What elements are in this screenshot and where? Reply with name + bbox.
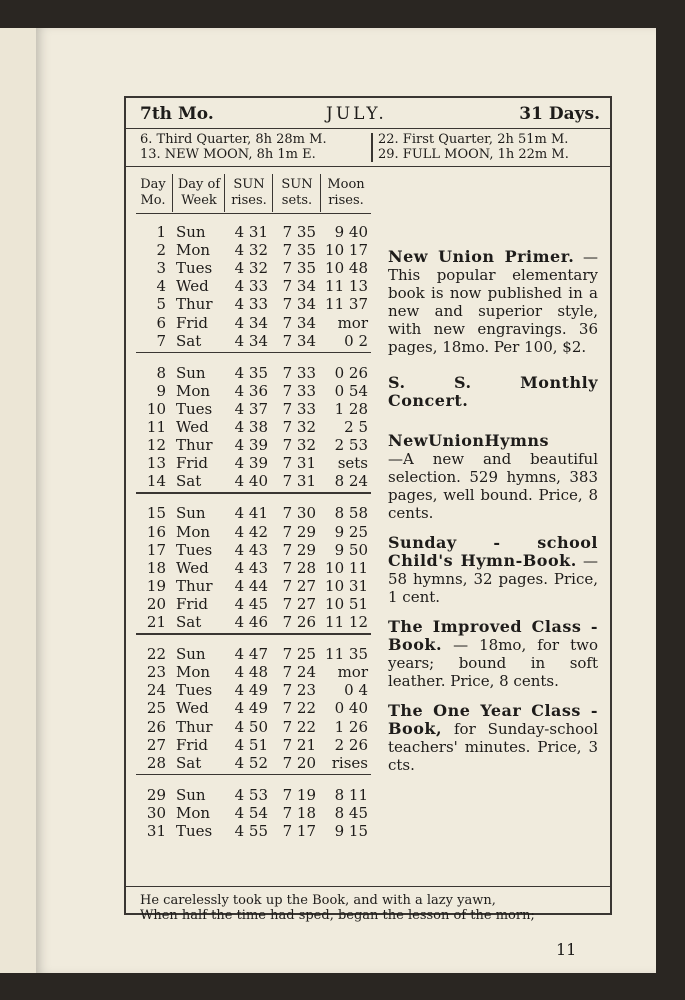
cell-sun-sets: 7 34 (282, 277, 316, 296)
cell-day-week: Tues (176, 822, 213, 840)
calendar-frame (124, 96, 612, 923)
cell-sun-rises: 4 31 (234, 223, 268, 241)
cell-day-week: Mon (176, 381, 211, 400)
table-row (136, 294, 371, 312)
cell-day-mo: 16 (146, 522, 166, 541)
cell-day-mo: 6 (156, 313, 166, 332)
table-row (136, 240, 371, 258)
table-row (136, 417, 371, 435)
cell-day-week: Frid (176, 594, 208, 613)
column-rule (320, 174, 321, 212)
cell-day-week: Sat (176, 331, 202, 350)
cell-sun-rises: 4 33 (234, 295, 268, 314)
cell-sun-sets: 7 23 (282, 681, 316, 700)
cell-sun-sets: 7 27 (282, 594, 316, 613)
cell-moon-rises: 2 53 (334, 436, 368, 455)
cell-moon-rises: 11 12 (325, 613, 368, 631)
ad-title: NewUnionHymns (388, 431, 550, 450)
table-row (136, 662, 371, 680)
table-row (136, 381, 371, 399)
phase-divider (371, 133, 373, 162)
phases-left (140, 132, 327, 162)
cell-moon-rises: 11 37 (325, 295, 368, 314)
cell-moon-rises: 8 24 (334, 472, 368, 491)
ad-one-year-class-book (388, 702, 598, 774)
cell-day-week: Sat (176, 753, 202, 772)
cell-day-week: Frid (176, 313, 208, 332)
cell-sun-sets: 7 31 (282, 454, 316, 473)
cell-day-week: Frid (176, 735, 208, 754)
cell-day-week: Sun (176, 645, 206, 664)
table-row (136, 522, 371, 540)
cell-moon-rises: 8 11 (334, 785, 368, 804)
sun-moon-table (136, 174, 371, 840)
cell-sun-sets: 7 20 (282, 753, 316, 772)
table-row (136, 680, 371, 698)
cell-day-mo: 18 (146, 558, 166, 577)
table-row (136, 558, 371, 576)
col-moon-rises: Moon rises. (327, 177, 365, 208)
almanac-page (36, 28, 656, 973)
cell-sun-rises: 4 41 (234, 504, 268, 523)
cell-day-mo: 12 (146, 436, 166, 455)
cell-sun-rises: 4 43 (234, 540, 268, 559)
cell-sun-rises: 4 32 (234, 259, 268, 278)
ad-title: New Union Primer. (388, 247, 575, 266)
table-row (136, 276, 371, 294)
cell-day-week: Sat (176, 472, 202, 491)
cell-sun-rises: 4 47 (234, 645, 268, 664)
cell-sun-sets: 7 26 (282, 613, 316, 631)
cell-moon-rises: mor (337, 313, 368, 332)
moon-phases (126, 129, 610, 167)
table-row (136, 222, 371, 240)
cell-sun-sets: 7 35 (282, 259, 316, 278)
cell-day-mo: 15 (146, 504, 166, 523)
cell-day-week: Sun (176, 223, 206, 241)
table-row (136, 363, 371, 381)
cell-moon-rises: 9 50 (334, 540, 368, 559)
cell-sun-sets: 7 35 (282, 223, 316, 241)
cell-day-mo: 17 (146, 540, 166, 559)
cell-day-mo: 31 (146, 822, 166, 840)
column-rule (172, 174, 173, 212)
ad-union-hymns (388, 432, 598, 522)
ad-title: S. S. Monthly Concert. (388, 373, 598, 410)
facing-page-edge (0, 28, 41, 973)
cell-sun-sets: 7 33 (282, 399, 316, 418)
cell-sun-rises: 4 37 (234, 399, 268, 418)
table-row (136, 594, 371, 612)
cell-day-mo: 7 (156, 331, 166, 350)
verse-line: When half the time had sped, began the lesson of the morn; (140, 908, 535, 923)
cell-day-mo: 19 (146, 576, 166, 595)
cell-day-mo: 9 (156, 381, 166, 400)
week-separator (136, 352, 371, 354)
month-header (126, 98, 610, 129)
cell-sun-sets: 7 29 (282, 522, 316, 541)
cell-sun-rises: 4 53 (234, 785, 268, 804)
table-row (136, 435, 371, 453)
cell-sun-rises: 4 38 (234, 418, 268, 436)
cell-sun-sets: 7 28 (282, 558, 316, 577)
cell-sun-sets: 7 35 (282, 241, 316, 260)
cell-moon-rises: sets (337, 454, 368, 473)
cell-moon-rises: 8 58 (334, 504, 368, 523)
verse-line: He carelessly took up the Book, and with a lazy yawn, (140, 893, 496, 908)
cell-sun-rises: 4 42 (234, 522, 268, 541)
table-row (136, 258, 371, 276)
page-number: 11 (556, 940, 577, 959)
phase-text: 29. FULL MOON, 1h 22m M. (378, 147, 569, 162)
cell-sun-sets: 7 31 (282, 472, 316, 491)
cell-sun-sets: 7 32 (282, 418, 316, 436)
cell-day-week: Frid (176, 454, 208, 473)
cell-sun-rises: 4 46 (234, 613, 268, 631)
cell-day-mo: 4 (156, 277, 166, 296)
cell-sun-sets: 7 33 (282, 363, 316, 382)
cell-moon-rises: 10 48 (325, 259, 368, 278)
table-row (136, 698, 371, 716)
col-day-mo: Day Mo. (140, 177, 166, 208)
cell-sun-rises: 4 55 (234, 822, 268, 840)
cell-sun-rises: 4 43 (234, 558, 268, 577)
table-row (136, 331, 371, 349)
cell-sun-sets: 7 34 (282, 313, 316, 332)
cell-day-week: Mon (176, 522, 211, 541)
cell-day-week: Thur (176, 717, 213, 736)
month-number: 7th Mo. (140, 104, 214, 124)
cell-day-mo: 10 (146, 399, 166, 418)
cell-moon-rises: 9 15 (334, 822, 368, 840)
cell-day-week: Wed (176, 418, 209, 436)
cell-sun-sets: 7 17 (282, 822, 316, 840)
cell-day-mo: 11 (146, 418, 166, 436)
cell-moon-rises: 2 26 (334, 735, 368, 754)
table-row (136, 821, 371, 839)
cell-moon-rises: 10 51 (325, 594, 368, 613)
ad-title: The Improved Class - Book. (388, 617, 598, 654)
cell-sun-sets: 7 29 (282, 540, 316, 559)
cell-moon-rises: 10 17 (325, 241, 368, 260)
cell-day-week: Thur (176, 576, 213, 595)
cell-day-mo: 3 (156, 259, 166, 278)
phase-text: 13. NEW MOON, 8h 1m E. (140, 147, 316, 162)
col-day-week: Day of Week (177, 177, 221, 208)
cell-day-mo: 1 (156, 223, 166, 241)
cell-day-mo: 5 (156, 295, 166, 314)
cell-sun-sets: 7 19 (282, 785, 316, 804)
table-row (136, 399, 371, 417)
ad-union-primer (388, 248, 598, 356)
cell-day-mo: 24 (146, 681, 166, 700)
table-row (136, 453, 371, 471)
table-row (136, 540, 371, 558)
cell-day-mo: 13 (146, 454, 166, 473)
cell-day-mo: 29 (146, 785, 166, 804)
cell-day-mo: 21 (146, 613, 166, 631)
cell-sun-rises: 4 36 (234, 381, 268, 400)
ad-monthly-concert (388, 374, 598, 410)
cell-sun-sets: 7 34 (282, 295, 316, 314)
cell-sun-sets: 7 18 (282, 803, 316, 822)
cell-day-week: Mon (176, 663, 211, 682)
ad-body: — 18mo, for two years; bound in soft leather. Price, 8 cents. (388, 636, 598, 690)
cell-sun-sets: 7 22 (282, 699, 316, 718)
table-row (136, 803, 371, 821)
cell-sun-rises: 4 35 (234, 363, 268, 382)
table-row (136, 644, 371, 662)
cell-day-week: Tues (176, 540, 213, 559)
column-rule (224, 174, 225, 212)
cell-day-mo: 14 (146, 472, 166, 491)
cell-day-week: Sun (176, 363, 206, 382)
cell-moon-rises: 2 5 (344, 418, 368, 436)
phase-text: 22. First Quarter, 2h 51m M. (378, 132, 569, 147)
advertisements (388, 248, 598, 786)
cell-sun-sets: 7 22 (282, 717, 316, 736)
ad-body: — 58 hymns, 32 pages. Price, 1 cent. (388, 552, 598, 606)
cell-moon-rises: 11 35 (325, 645, 368, 664)
cell-sun-rises: 4 40 (234, 472, 268, 491)
cell-day-week: Tues (176, 259, 213, 278)
cell-moon-rises: 0 26 (334, 363, 368, 382)
cell-moon-rises: 8 45 (334, 803, 368, 822)
ad-title: Sunday - school Child's Hymn-Book. (388, 533, 598, 570)
cell-day-week: Tues (176, 399, 213, 418)
cell-day-week: Thur (176, 436, 213, 455)
cell-day-mo: 30 (146, 803, 166, 822)
cell-moon-rises: 10 11 (325, 558, 368, 577)
cell-sun-sets: 7 25 (282, 645, 316, 664)
cell-moon-rises: 9 40 (334, 223, 368, 241)
cell-moon-rises: mor (337, 663, 368, 682)
cell-sun-rises: 4 45 (234, 594, 268, 613)
month-name: JULY. (326, 104, 387, 124)
cell-sun-rises: 4 39 (234, 436, 268, 455)
cell-moon-rises: 11 13 (325, 277, 368, 296)
col-sun-sets: SUN sets. (281, 177, 313, 208)
week-separator (136, 774, 371, 776)
cell-day-week: Wed (176, 699, 209, 718)
cell-day-mo: 25 (146, 699, 166, 718)
ad-body: —This popular elementary book is now published in a new and superior style, with new engravings. 36 pages, 18mo. Per 100, $2. (388, 248, 598, 356)
cell-sun-rises: 4 34 (234, 313, 268, 332)
cell-day-week: Sun (176, 785, 206, 804)
cell-sun-sets: 7 32 (282, 436, 316, 455)
cell-sun-rises: 4 54 (234, 803, 268, 822)
cell-sun-rises: 4 48 (234, 663, 268, 682)
cell-sun-sets: 7 33 (282, 381, 316, 400)
cell-sun-sets: 7 21 (282, 735, 316, 754)
cell-moon-rises: rises (331, 753, 368, 772)
cell-sun-sets: 7 30 (282, 504, 316, 523)
cell-sun-rises: 4 49 (234, 699, 268, 718)
cell-sun-rises: 4 33 (234, 277, 268, 296)
cell-sun-rises: 4 32 (234, 241, 268, 260)
table-row (136, 471, 371, 489)
cell-day-week: Thur (176, 295, 213, 314)
ad-childs-hymn-book (388, 534, 598, 606)
ad-body: —A new and beautiful selection. 529 hymns, 383 pages, well bound. Price, 8 cents. (388, 450, 598, 522)
week-separator (136, 492, 371, 494)
cell-moon-rises: 9 25 (334, 522, 368, 541)
cell-moon-rises: 0 40 (334, 699, 368, 718)
table-row (136, 753, 371, 771)
cell-sun-rises: 4 39 (234, 454, 268, 473)
cell-sun-rises: 4 49 (234, 681, 268, 700)
cell-sun-rises: 4 50 (234, 717, 268, 736)
table-row (136, 735, 371, 753)
ad-body: for Sunday-school teachers' minutes. Price, 3 cts. (388, 720, 598, 774)
table-row (136, 612, 371, 630)
cell-day-mo: 22 (146, 645, 166, 664)
cell-day-mo: 28 (146, 753, 166, 772)
table-row (136, 717, 371, 735)
table-row (136, 503, 371, 521)
cell-sun-rises: 4 44 (234, 576, 268, 595)
table-row (136, 313, 371, 331)
column-rule (272, 174, 273, 212)
cell-moon-rises: 0 54 (334, 381, 368, 400)
cell-day-mo: 23 (146, 663, 166, 682)
phases-right (378, 132, 569, 162)
cell-moon-rises: 0 4 (344, 681, 368, 700)
cell-day-mo: 26 (146, 717, 166, 736)
cell-moon-rises: 10 31 (325, 576, 368, 595)
days-count: 31 Days. (519, 104, 600, 124)
col-sun-rises: SUN rises. (231, 177, 267, 208)
cell-day-mo: 2 (156, 241, 166, 260)
cell-sun-sets: 7 34 (282, 331, 316, 350)
cell-day-week: Mon (176, 803, 211, 822)
cell-sun-sets: 7 24 (282, 663, 316, 682)
cell-day-mo: 20 (146, 594, 166, 613)
ad-improved-class-book (388, 618, 598, 690)
cell-sun-rises: 4 34 (234, 331, 268, 350)
table-row (136, 576, 371, 594)
cell-moon-rises: 1 28 (334, 399, 368, 418)
cell-day-week: Sun (176, 504, 206, 523)
cell-sun-rises: 4 52 (234, 753, 268, 772)
table-row (136, 785, 371, 803)
cell-day-mo: 8 (156, 363, 166, 382)
cell-sun-sets: 7 27 (282, 576, 316, 595)
cell-sun-rises: 4 51 (234, 735, 268, 754)
cell-day-week: Wed (176, 558, 209, 577)
verse-footer (126, 886, 610, 929)
cell-day-week: Mon (176, 241, 211, 260)
phase-text: 6. Third Quarter, 8h 28m M. (140, 132, 327, 147)
cell-day-week: Wed (176, 277, 209, 296)
week-separator (136, 633, 371, 635)
ad-title: The One Year Class - Book, (388, 701, 598, 738)
cell-moon-rises: 1 26 (334, 717, 368, 736)
cell-moon-rises: 0 2 (344, 331, 368, 350)
cell-day-week: Tues (176, 681, 213, 700)
cell-day-week: Sat (176, 613, 202, 631)
cell-day-mo: 27 (146, 735, 166, 754)
